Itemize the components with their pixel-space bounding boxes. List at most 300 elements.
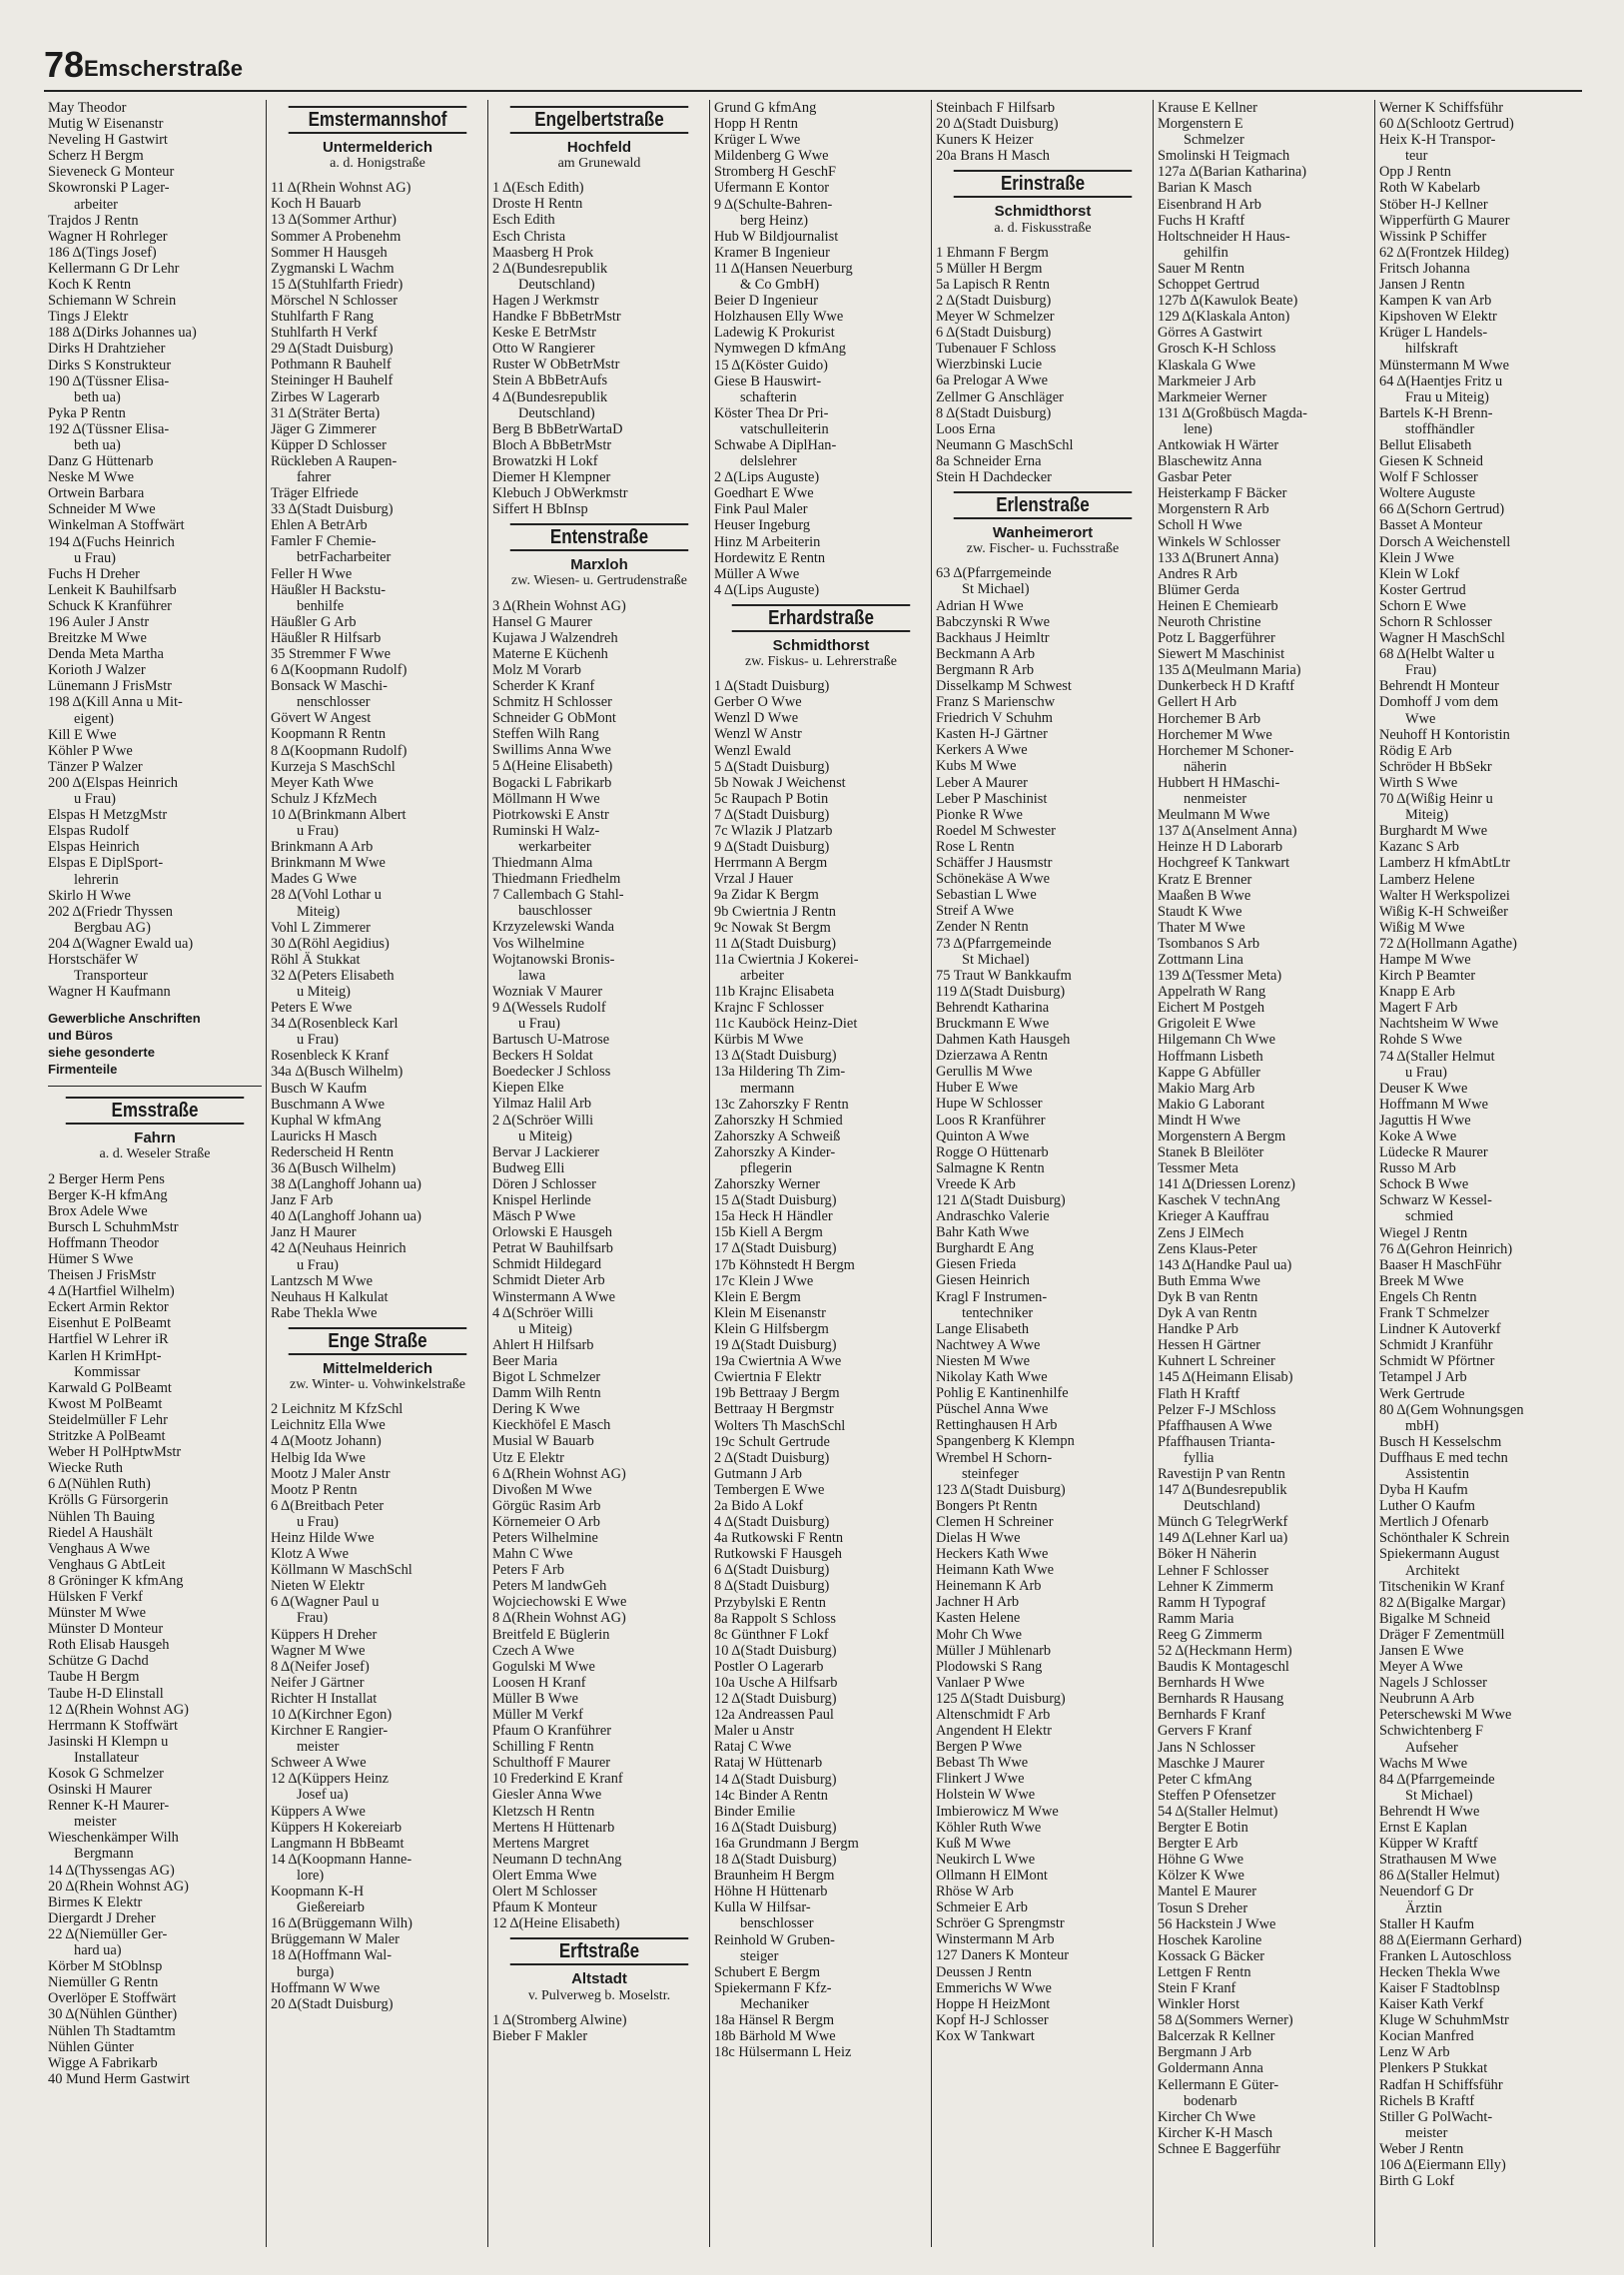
directory-entry: Zender N Rentn bbox=[936, 919, 1029, 936]
directory-entry: Flath H Kraftf bbox=[1158, 1385, 1240, 1402]
directory-entry: Bursch L SchuhmMstr bbox=[48, 1218, 179, 1235]
directory-entry: Hochgreef K Tankwart bbox=[1158, 855, 1290, 872]
directory-entry: Transporteur bbox=[74, 968, 148, 985]
directory-entry: Rohde S Wwe bbox=[1379, 1032, 1462, 1049]
directory-entry: Weber J Rentn bbox=[1379, 2140, 1464, 2157]
directory-entry: Bloch A BbBetrMstr bbox=[492, 436, 612, 453]
directory-entry: hard ua) bbox=[74, 1942, 122, 1959]
directory-entry: Nühlen Günter bbox=[48, 2038, 134, 2055]
directory-entry: Bigot L Schmelzer bbox=[492, 1369, 601, 1386]
directory-entry: 2 Δ(Stadt Duisburg) bbox=[936, 292, 1052, 309]
directory-entry: Bergter E Botin bbox=[1158, 1820, 1248, 1837]
directory-entry: lore) bbox=[297, 1867, 325, 1884]
district-name: Altstadt bbox=[571, 1970, 627, 1988]
street-location: a. d. Honigstraße bbox=[330, 156, 425, 172]
directory-entry: Duffhaus E med techn bbox=[1379, 1449, 1508, 1466]
directory-entry: Zellmer G Anschläger bbox=[936, 388, 1064, 405]
directory-entry: Mootz J Maler Anstr bbox=[271, 1465, 391, 1482]
street-heading: Erlenstraße bbox=[954, 491, 1133, 519]
directory-entry: 137 Δ(Anselment Anna) bbox=[1158, 823, 1297, 840]
directory-entry: Keske E BetrMstr bbox=[492, 325, 596, 342]
directory-entry: u Frau) bbox=[297, 1032, 339, 1049]
directory-entry: Rederscheid H Rentn bbox=[271, 1143, 395, 1160]
directory-entry: 20 Δ(Stadt Duisburg) bbox=[936, 116, 1059, 133]
directory-entry: Dirks H Drahtzieher bbox=[48, 341, 166, 358]
directory-entry: 7 Callembach G Stahl- bbox=[492, 887, 624, 904]
directory-entry: 8a Rappolt S Schloss bbox=[714, 1610, 836, 1627]
directory-entry: Zahorszky A Schweiß bbox=[714, 1128, 841, 1144]
directory-entry: Bongers Pt Rentn bbox=[936, 1497, 1038, 1514]
directory-entry: St Michael) bbox=[962, 951, 1030, 968]
directory-entry: Vos Wilhelmine bbox=[492, 935, 585, 952]
note-line: Gewerbliche Anschriften bbox=[48, 1011, 201, 1027]
directory-entry: Kommissar bbox=[74, 1363, 141, 1380]
directory-entry: Nymwegen D kfmAng bbox=[714, 341, 846, 358]
directory-entry: 188 Δ(Dirks Johannes ua) bbox=[48, 325, 197, 342]
directory-entry: 20a Brans H Masch bbox=[936, 148, 1050, 165]
directory-entry: u Miteig) bbox=[297, 983, 351, 1000]
directory-entry: Maler u Anstr bbox=[714, 1723, 794, 1740]
directory-entry: Vreede K Arb bbox=[936, 1175, 1016, 1192]
directory-entry: 9 Δ(Wessels Rudolf bbox=[492, 999, 606, 1016]
directory-entry: Markmeier Werner bbox=[1158, 388, 1267, 405]
directory-entry: burga) bbox=[297, 1963, 335, 1980]
directory-entry: Klein J Wwe bbox=[1379, 549, 1454, 566]
directory-entry: 88 Δ(Eiermann Gerhard) bbox=[1379, 1931, 1522, 1948]
directory-entry: Kasten H-J Gärtner bbox=[936, 726, 1048, 743]
directory-entry: 2 Δ(Bundesrepublik bbox=[492, 260, 608, 277]
directory-entry: Deutschland) bbox=[518, 404, 595, 421]
directory-entry: Stritzke A PolBeamt bbox=[48, 1428, 166, 1445]
directory-entry: Dielas H Wwe bbox=[936, 1529, 1021, 1546]
directory-entry: Jans N Schlosser bbox=[1158, 1739, 1255, 1756]
directory-entry: Stiller G PolWacht- bbox=[1379, 2108, 1493, 2125]
directory-entry: 192 Δ(Tüssner Elisa- bbox=[48, 420, 170, 437]
directory-entry: Potz L Baggerführer bbox=[1158, 630, 1275, 647]
directory-entry: u Frau) bbox=[297, 823, 339, 840]
directory-column bbox=[1374, 100, 1615, 2247]
directory-entry: 36 Δ(Busch Wilhelm) bbox=[271, 1160, 397, 1176]
directory-entry: Diergardt J Dreher bbox=[48, 1909, 156, 1926]
directory-entry: Flinkert J Wwe bbox=[936, 1771, 1025, 1788]
street-heading: Emstermannshof bbox=[289, 106, 467, 134]
directory-entry: Zahorszky Werner bbox=[714, 1176, 821, 1193]
directory-entry: Köhler P Wwe bbox=[48, 742, 133, 759]
directory-entry: Körber M StOblnsp bbox=[48, 1958, 163, 1975]
directory-entry: Spiekermann August bbox=[1379, 1546, 1500, 1563]
directory-entry: 10a Usche A Hilfsarb bbox=[714, 1675, 838, 1691]
directory-entry: Behrendt Katharina bbox=[936, 999, 1050, 1016]
directory-entry: Kürbis M Wwe bbox=[714, 1032, 804, 1049]
directory-entry: 135 Δ(Meulmann Maria) bbox=[1158, 662, 1301, 679]
directory-entry: Höhne H Hüttenarb bbox=[714, 1884, 828, 1900]
directory-entry: Horchemer M Wwe bbox=[1158, 726, 1272, 743]
directory-entry: 42 Δ(Neuhaus Heinrich bbox=[271, 1240, 406, 1257]
directory-entry: Lehner K Zimmerm bbox=[1158, 1578, 1273, 1595]
directory-entry: mbH) bbox=[1405, 1417, 1439, 1434]
directory-entry: Klebuch J ObWerkmstr bbox=[492, 485, 628, 502]
directory-entry: Scherder K Kranf bbox=[492, 678, 595, 694]
directory-entry: Zygmanski L Wachm bbox=[271, 260, 395, 277]
directory-entry: Schneider G ObMont bbox=[492, 710, 616, 727]
directory-entry: 6 Δ(Breitbach Peter bbox=[271, 1497, 385, 1514]
directory-entry: Wissink P Schiffer bbox=[1379, 228, 1487, 245]
directory-entry: Grosch K-H Schloss bbox=[1158, 341, 1276, 358]
directory-entry: Lettgen F Rentn bbox=[1158, 1963, 1251, 1980]
directory-entry: 143 Δ(Handke Paul ua) bbox=[1158, 1256, 1292, 1273]
directory-entry: näherin bbox=[1184, 758, 1227, 775]
directory-entry: Stromberg H GeschF bbox=[714, 164, 837, 181]
directory-entry: Lauricks H Masch bbox=[271, 1128, 378, 1144]
directory-entry: Maschke J Maurer bbox=[1158, 1755, 1265, 1772]
directory-entry: arbeiter bbox=[740, 967, 784, 984]
directory-entry: May Theodor bbox=[48, 100, 127, 116]
directory-entry: Kaschek V technAng bbox=[1158, 1192, 1280, 1209]
directory-entry: Beckmann A Arb bbox=[936, 645, 1036, 662]
directory-entry: Schmidt W Pförtner bbox=[1379, 1353, 1495, 1370]
directory-entry: Krölls G Fürsorgerin bbox=[48, 1492, 169, 1509]
directory-entry: 1 Ehmann F Bergm bbox=[936, 244, 1049, 261]
directory-entry: 6a Prelogar A Wwe bbox=[936, 373, 1049, 389]
directory-entry: Breitzke M Wwe bbox=[48, 630, 147, 647]
directory-entry: 202 Δ(Friedr Thyssen bbox=[48, 903, 173, 920]
directory-entry: Clemen H Schreiner bbox=[936, 1513, 1054, 1530]
street-location: zw. Fischer- u. Fuchsstraße bbox=[966, 541, 1120, 557]
directory-entry: Swillims Anna Wwe bbox=[492, 742, 611, 759]
district-name: Untermelderich bbox=[322, 139, 433, 157]
directory-entry: Salmagne K Rentn bbox=[936, 1159, 1045, 1176]
directory-entry: Pfaum K Monteur bbox=[492, 1899, 597, 1916]
directory-entry: 34a Δ(Busch Wilhelm) bbox=[271, 1064, 404, 1081]
directory-entry: Franken L Autoschloss bbox=[1379, 1947, 1512, 1964]
directory-entry: Browatzki H Lokf bbox=[492, 452, 598, 469]
directory-entry: schmied bbox=[1405, 1208, 1453, 1225]
directory-entry: Reinhold W Gruben- bbox=[714, 1931, 835, 1948]
directory-entry: Ruminski H Walz- bbox=[492, 822, 600, 839]
directory-entry: Heimann Kath Wwe bbox=[936, 1562, 1055, 1579]
directory-entry: Kuß M Wwe bbox=[936, 1835, 1011, 1852]
directory-entry: 9 Δ(Schulte-Bahren- bbox=[714, 196, 833, 213]
directory-entry: Ernst E Kaplan bbox=[1379, 1820, 1467, 1837]
directory-entry: Disselkamp M Schwest bbox=[936, 678, 1072, 694]
directory-entry: Mäsch P Wwe bbox=[492, 1208, 576, 1225]
directory-entry: Makio Marg Arb bbox=[1158, 1080, 1255, 1097]
directory-entry: Neske M Wwe bbox=[48, 469, 135, 486]
directory-entry: Buth Emma Wwe bbox=[1158, 1272, 1260, 1289]
directory-entry: Körnemeier O Arb bbox=[492, 1513, 600, 1530]
directory-entry: schafterin bbox=[740, 388, 797, 405]
directory-entry: Hülsken F Verkf bbox=[48, 1588, 143, 1605]
directory-entry: Antkowiak H Wärter bbox=[1158, 436, 1279, 453]
directory-entry: Schiemann W Schrein bbox=[48, 293, 177, 310]
directory-entry: 11c Kauböck Heinz-Diet bbox=[714, 1016, 858, 1033]
directory-entry: Zens J ElMech bbox=[1158, 1224, 1244, 1241]
directory-entry: u Frau) bbox=[74, 791, 116, 808]
directory-entry: Renner K-H Maurer- bbox=[48, 1798, 170, 1815]
directory-entry: Ufermann E Kontor bbox=[714, 180, 830, 197]
directory-entry: 9a Zidar K Bergm bbox=[714, 887, 819, 904]
directory-entry: Holzhausen Elly Wwe bbox=[714, 309, 844, 326]
directory-entry: Eichert M Postgeh bbox=[1158, 1000, 1265, 1017]
directory-entry: Wojtanowski Bronis- bbox=[492, 951, 615, 968]
directory-entry: Kellermann E Güter- bbox=[1158, 2076, 1279, 2093]
directory-entry: Bogacki L Fabrikarb bbox=[492, 774, 612, 791]
directory-entry: 20 Δ(Stadt Duisburg) bbox=[271, 1995, 394, 2012]
directory-entry: 32 Δ(Peters Elisabeth bbox=[271, 967, 395, 984]
directory-entry: Wenzl D Wwe bbox=[714, 710, 799, 727]
directory-entry: Sauer M Rentn bbox=[1158, 260, 1245, 277]
directory-entry: Spiekermann F Kfz- bbox=[714, 1979, 832, 1996]
directory-entry: Mohr Ch Wwe bbox=[936, 1626, 1023, 1643]
directory-entry: Wagner H MaschSchl bbox=[1379, 630, 1505, 647]
directory-entry: Morgenstern R Arb bbox=[1158, 501, 1269, 518]
directory-entry: Meulmann M Wwe bbox=[1158, 807, 1270, 824]
directory-entry: Emmerichs W Wwe bbox=[936, 1979, 1052, 1996]
directory-entry: beth ua) bbox=[74, 436, 121, 453]
directory-entry: Wigge A Fabrikarb bbox=[48, 2054, 158, 2071]
directory-entry: 40 Δ(Langhoff Johann ua) bbox=[271, 1208, 421, 1225]
directory-entry: Küppers H Kokereiarb bbox=[271, 1819, 403, 1836]
directory-entry: Venghaus G AbtLeit bbox=[48, 1556, 166, 1573]
directory-entry: Nachtwey A Wwe bbox=[936, 1336, 1041, 1353]
directory-entry: Mantel E Maurer bbox=[1158, 1884, 1257, 1900]
directory-entry: 64 Δ(Haentjes Fritz u bbox=[1379, 373, 1503, 389]
directory-entry: Roth Elisab Hausgeh bbox=[48, 1637, 170, 1654]
directory-entry: Handke P Arb bbox=[1158, 1321, 1239, 1338]
directory-entry: 5 Müller H Bergm bbox=[936, 260, 1043, 277]
directory-entry: Gießereiarb bbox=[297, 1899, 365, 1916]
directory-entry: Fink Paul Maler bbox=[714, 501, 808, 518]
directory-entry: Berg B BbBetrWartaD bbox=[492, 420, 623, 437]
directory-entry: 119 Δ(Stadt Duisburg) bbox=[936, 983, 1066, 1000]
directory-entry: Plodowski S Rang bbox=[936, 1658, 1043, 1675]
directory-entry: Koster Gertrud bbox=[1379, 581, 1466, 598]
directory-entry: Bellut Elisabeth bbox=[1379, 436, 1472, 453]
directory-entry: 14 Δ(Thyssengas AG) bbox=[48, 1862, 175, 1879]
street-location: zw. Wiesen- u. Gertrudenstraße bbox=[511, 573, 687, 589]
directory-entry: Josef ua) bbox=[297, 1787, 349, 1804]
directory-entry: Bernhards F Kranf bbox=[1158, 1707, 1265, 1724]
directory-entry: Nühlen Th Bauing bbox=[48, 1508, 155, 1525]
directory-entry: 12 Δ(Stadt Duisburg) bbox=[714, 1691, 837, 1708]
directory-entry: Bartels K-H Brenn- bbox=[1379, 404, 1493, 421]
directory-entry: Blümer Gerda bbox=[1158, 581, 1239, 598]
directory-entry: u Frau) bbox=[1405, 1064, 1447, 1081]
directory-entry: 76 Δ(Gehron Heinrich) bbox=[1379, 1240, 1513, 1257]
directory-entry: u Frau) bbox=[297, 1513, 339, 1530]
directory-entry: nenschlosser bbox=[297, 694, 371, 711]
directory-entry: Theisen J FrisMstr bbox=[48, 1267, 156, 1284]
directory-entry: Kubs M Wwe bbox=[936, 758, 1017, 775]
directory-entry: Esch Edith bbox=[492, 212, 555, 229]
directory-entry: Rataj W Hüttenarb bbox=[714, 1755, 823, 1772]
directory-entry: 16 Δ(Stadt Duisburg) bbox=[714, 1819, 837, 1836]
directory-entry: Streif A Wwe bbox=[936, 903, 1015, 920]
directory-entry: Titschenikin W Kranf bbox=[1379, 1578, 1505, 1595]
directory-entry: vatschulleiterin bbox=[740, 420, 829, 437]
directory-entry: Jansen J Rentn bbox=[1379, 277, 1465, 294]
directory-entry: 73 Δ(Pfarrgemeinde bbox=[936, 935, 1052, 952]
district-name: Marxloh bbox=[570, 556, 628, 574]
directory-entry: Helbig Ida Wwe bbox=[271, 1449, 366, 1466]
street-heading: Engelbertstraße bbox=[510, 106, 689, 134]
directory-entry: Giese B Hauswirt- bbox=[714, 373, 822, 389]
directory-entry: Rose L Rentn bbox=[936, 838, 1015, 855]
directory-entry: 22 Δ(Niemüller Ger- bbox=[48, 1925, 168, 1942]
directory-entry: Hecken Thekla Wwe bbox=[1379, 1963, 1500, 1980]
directory-entry: Peters M landwGeh bbox=[492, 1578, 607, 1595]
directory-entry: Ärztin bbox=[1405, 1899, 1442, 1916]
directory-entry: 15b Kiell A Bergm bbox=[714, 1224, 823, 1241]
directory-entry: Leber A Maurer bbox=[936, 774, 1028, 791]
directory-entry: Scherz H Bergm bbox=[48, 148, 144, 165]
directory-entry: 58 Δ(Sommers Werner) bbox=[1158, 2012, 1293, 2029]
directory-entry: 15a Heck H Händler bbox=[714, 1208, 833, 1225]
directory-entry: Giesen K Schneid bbox=[1379, 453, 1483, 470]
directory-entry: 8 Gröninger K kfmAng bbox=[48, 1572, 184, 1589]
directory-entry: 127b Δ(Kawulok Beate) bbox=[1158, 293, 1298, 310]
directory-entry: Mootz P Rentn bbox=[271, 1481, 358, 1498]
directory-entry: Holtschneider H Haus- bbox=[1158, 228, 1290, 245]
directory-entry: Klein G Hilfsbergm bbox=[714, 1320, 829, 1337]
directory-entry: Küppers A Wwe bbox=[271, 1803, 366, 1820]
directory-entry: 2 Δ(Stadt Duisburg) bbox=[714, 1449, 830, 1466]
directory-entry: beth ua) bbox=[74, 388, 121, 405]
directory-entry: Müller A Wwe bbox=[714, 565, 800, 582]
directory-entry: 1 Δ(Stromberg Alwine) bbox=[492, 2011, 627, 2028]
directory-entry: Bergmann J Arb bbox=[1158, 2044, 1252, 2061]
directory-entry: Lindner K Autoverkf bbox=[1379, 1321, 1501, 1338]
directory-entry: Kerkers A Wwe bbox=[936, 742, 1028, 759]
directory-entry: Dunkerbeck H D Kraftf bbox=[1158, 678, 1295, 695]
directory-entry: Thiedmann Friedhelm bbox=[492, 871, 621, 888]
directory-entry: Schorn E Wwe bbox=[1379, 597, 1466, 614]
directory-entry: Köster Thea Dr Pri- bbox=[714, 404, 829, 421]
directory-entry: Koch K Rentn bbox=[48, 277, 132, 294]
address-columns bbox=[44, 100, 1592, 2257]
directory-entry: Orlowski E Hausgeh bbox=[492, 1224, 612, 1241]
directory-entry: steinfeger bbox=[962, 1465, 1019, 1482]
directory-entry: 8a Schneider Erna bbox=[936, 452, 1042, 469]
directory-entry: Bahr Kath Wwe bbox=[936, 1224, 1030, 1241]
directory-entry: Tosun S Dreher bbox=[1158, 1899, 1248, 1916]
directory-entry: Heinz Hilde Wwe bbox=[271, 1529, 375, 1546]
directory-entry: Utz E Elektr bbox=[492, 1449, 564, 1466]
directory-entry: Röhl Ä Stukkat bbox=[271, 951, 361, 968]
directory-entry: Schulthoff F Maurer bbox=[492, 1755, 611, 1772]
directory-entry: Loos R Kranführer bbox=[936, 1112, 1046, 1129]
directory-entry: 15 Δ(Köster Guido) bbox=[714, 357, 828, 374]
directory-entry: Winstermann M Arb bbox=[936, 1931, 1055, 1948]
directory-entry: Sommer H Hausgeh bbox=[271, 244, 388, 261]
street-location: am Grunewald bbox=[557, 156, 641, 172]
directory-entry: Woltere Auguste bbox=[1379, 485, 1475, 502]
directory-entry: Gutmann J Arb bbox=[714, 1465, 802, 1482]
directory-entry: 4 Δ(Mootz Johann) bbox=[271, 1433, 382, 1450]
directory-entry: 149 Δ(Lehner Karl ua) bbox=[1158, 1530, 1288, 1547]
directory-entry: Reeg G Zimmerm bbox=[1158, 1626, 1262, 1643]
directory-entry: Niemüller G Rentn bbox=[48, 1974, 159, 1991]
directory-entry: Elspas H MetzgMstr bbox=[48, 807, 168, 824]
directory-entry: Dorsch A Weichenstell bbox=[1379, 533, 1511, 550]
note-line: und Büros bbox=[48, 1028, 113, 1044]
directory-entry: Danz G Hüttenarb bbox=[48, 453, 154, 470]
directory-entry: Heinemann K Arb bbox=[936, 1578, 1042, 1595]
directory-entry: 6 Δ(Stadt Duisburg) bbox=[936, 325, 1052, 342]
directory-entry: Bonsack W Maschi- bbox=[271, 678, 388, 695]
directory-entry: 139 Δ(Tessmer Meta) bbox=[1158, 968, 1282, 985]
directory-entry: Werk Gertrude bbox=[1379, 1385, 1465, 1402]
directory-entry: bauschlosser bbox=[518, 903, 592, 920]
directory-entry: pflegerin bbox=[740, 1160, 792, 1176]
directory-entry: Wieschenkämper Wilh bbox=[48, 1830, 179, 1847]
directory-entry: Goedhart E Wwe bbox=[714, 485, 814, 502]
directory-entry: Steffen Wilh Rang bbox=[492, 726, 599, 743]
directory-entry: Heisterkamp F Bäcker bbox=[1158, 485, 1287, 502]
directory-entry: Feller H Wwe bbox=[271, 565, 353, 582]
directory-entry: 66 Δ(Schorn Gertrud) bbox=[1379, 501, 1505, 518]
directory-entry: & Co GmbH) bbox=[740, 277, 820, 294]
directory-entry: 40 Mund Herm Gastwirt bbox=[48, 2070, 190, 2087]
directory-entry: Janz H Maurer bbox=[271, 1224, 357, 1241]
directory-entry: Schuck K Kranführer bbox=[48, 597, 172, 614]
directory-entry: Kulla W Hilfsar- bbox=[714, 1899, 811, 1916]
directory-entry: teur bbox=[1405, 148, 1428, 165]
directory-entry: Neuhoff H Kontoristin bbox=[1379, 726, 1510, 743]
directory-entry: 121 Δ(Stadt Duisburg) bbox=[936, 1192, 1066, 1208]
directory-entry: Olert M Schlosser bbox=[492, 1884, 597, 1900]
directory-entry: Koopmann K-H bbox=[271, 1884, 365, 1900]
directory-entry: Heix K-H Transpor- bbox=[1379, 132, 1496, 149]
directory-entry: Schönekäse A Wwe bbox=[936, 871, 1051, 888]
directory-entry: 123 Δ(Stadt Duisburg) bbox=[936, 1481, 1066, 1498]
directory-entry: Träger Elfriede bbox=[271, 485, 359, 502]
directory-entry: Stein H Dachdecker bbox=[936, 468, 1052, 485]
directory-entry: Osinski H Maurer bbox=[48, 1782, 152, 1799]
directory-entry: Schmidt Dieter Arb bbox=[492, 1272, 605, 1289]
directory-entry: Peters E Wwe bbox=[271, 1000, 353, 1017]
directory-entry: Stanek B Bleilöter bbox=[1158, 1144, 1264, 1161]
directory-entry: Frank T Schmelzer bbox=[1379, 1305, 1489, 1322]
directory-column bbox=[44, 100, 266, 2247]
directory-entry: Wagner H Kaufmann bbox=[48, 984, 171, 1001]
directory-entry: 186 Δ(Tings Josef) bbox=[48, 244, 157, 261]
directory-entry: Basset A Monteur bbox=[1379, 517, 1483, 534]
directory-entry: Adrian H Wwe bbox=[936, 597, 1024, 614]
directory-entry: Schmeier E Arb bbox=[936, 1899, 1028, 1916]
directory-entry: 11 Δ(Rhein Wohnst AG) bbox=[271, 180, 411, 197]
directory-entry: Elspas Heinrich bbox=[48, 839, 140, 856]
directory-entry: 80 Δ(Gem Wohnungsgen bbox=[1379, 1401, 1524, 1418]
directory-entry: Dirks S Konstrukteur bbox=[48, 357, 172, 374]
directory-entry: Riedel A Haushält bbox=[48, 1524, 153, 1541]
directory-entry: u Miteig) bbox=[518, 1320, 572, 1337]
directory-entry: Schmidt Hildegard bbox=[492, 1256, 602, 1273]
directory-entry: Wrembel H Schorn- bbox=[936, 1449, 1053, 1466]
directory-entry: Jasinski H Klempn u bbox=[48, 1733, 169, 1750]
directory-entry: Hub W Bildjournalist bbox=[714, 228, 839, 245]
directory-entry: 6 Δ(Rhein Wohnst AG) bbox=[492, 1465, 626, 1482]
directory-entry: Lenkeit K Bauhilfsarb bbox=[48, 581, 177, 598]
directory-entry: Herrmann A Bergm bbox=[714, 855, 828, 872]
directory-entry: Strathausen M Wwe bbox=[1379, 1852, 1497, 1869]
directory-entry: 15 Δ(Stadt Duisburg) bbox=[714, 1192, 837, 1209]
directory-entry: Mindt H Wwe bbox=[1158, 1112, 1240, 1129]
directory-entry: 9c Nowak St Bergm bbox=[714, 919, 831, 936]
directory-entry: Ramm H Typograf bbox=[1158, 1594, 1266, 1611]
directory-entry: Kaiser Kath Verkf bbox=[1379, 1996, 1484, 2013]
directory-entry: 8 Δ(Neifer Josef) bbox=[271, 1658, 370, 1675]
